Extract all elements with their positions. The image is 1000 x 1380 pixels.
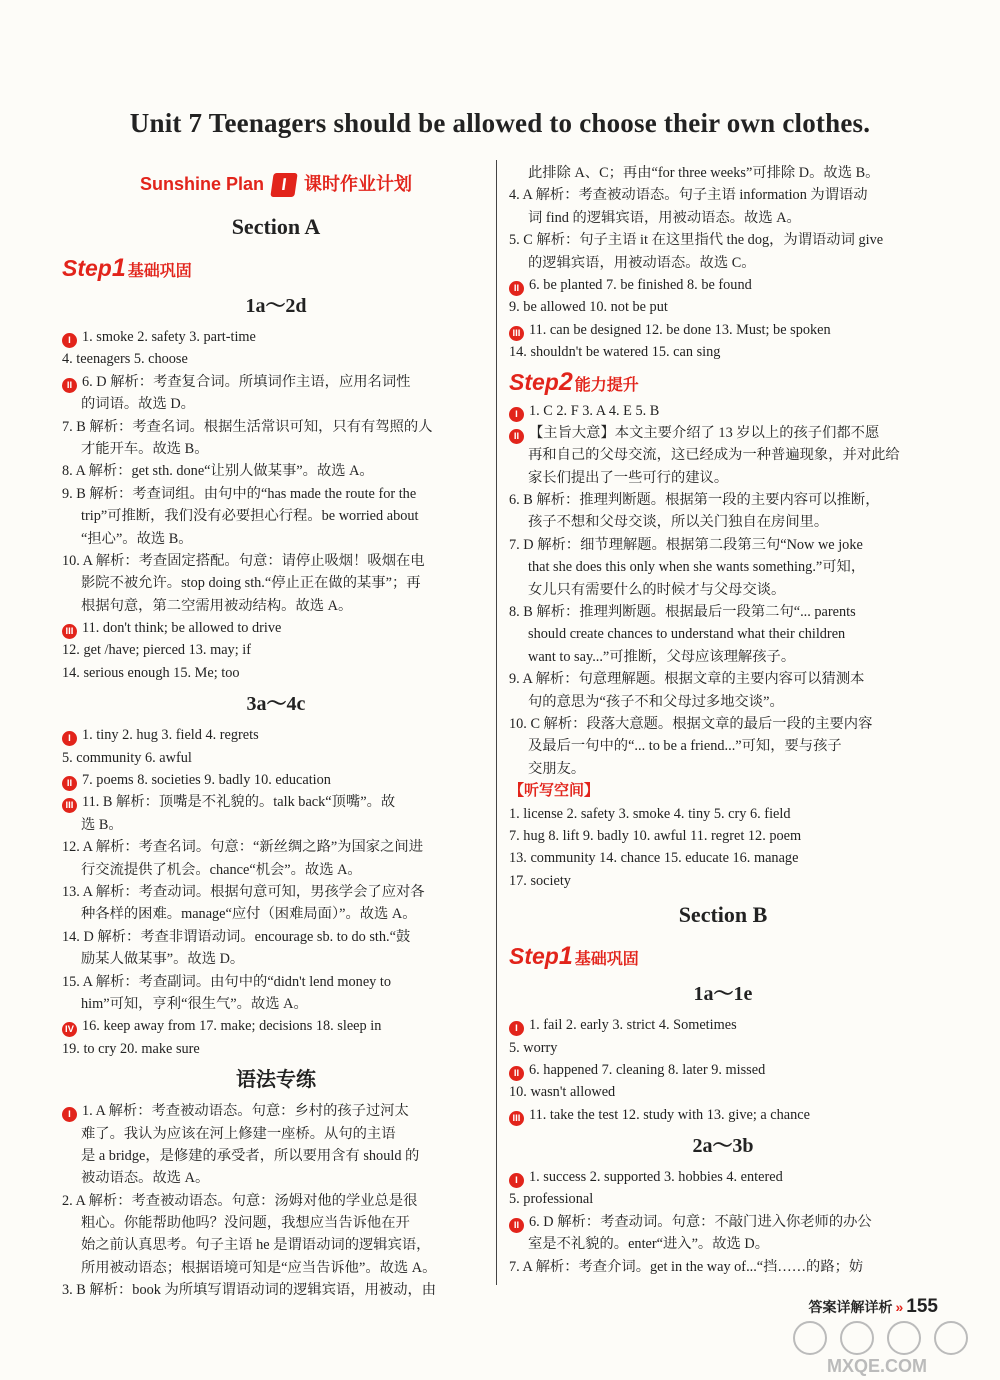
answer-line xyxy=(509,511,937,533)
answer-line xyxy=(509,207,937,229)
part-number-badge: II xyxy=(62,776,77,791)
answer-text: 始之前认真思考。句子主语 he 是谓语动词的逻辑宾语， xyxy=(81,1237,431,1254)
block-heading: 语法专练 xyxy=(236,1069,316,1092)
answer-line xyxy=(509,713,937,735)
answer-text: 句的意思为“孩子不和父母过多地交谈”。 xyxy=(528,693,784,710)
answer-text: 根据句意，第二空需用被动结构。故选 A。 xyxy=(81,597,353,614)
answer-text: 7. hug 8. lift 9. badly 10. awful 11. regret 12. poem xyxy=(509,827,802,844)
answer-line xyxy=(509,252,937,274)
answer-text: 8. B 解析：推理判断题。根据最后一段第二句“... parents xyxy=(509,604,856,621)
answer-line xyxy=(509,184,937,206)
answer-text: 14. serious enough 15. Me; too xyxy=(62,664,240,681)
part-number-badge: I xyxy=(509,1021,524,1036)
answer-text: 4. teenagers 5. choose xyxy=(62,351,188,368)
answer-line xyxy=(62,971,490,993)
answer-line xyxy=(509,274,937,296)
answer-text: 1. smoke 2. safety 3. part-time xyxy=(82,329,256,345)
answer-text: 11. B 解析：顶嘴是不礼貌的。talk back“顶嘴”。故 xyxy=(82,794,396,811)
answer-line xyxy=(509,534,937,556)
answer-text: 的逻辑宾语，用被动语态。故选 C。 xyxy=(528,254,756,271)
answer-text: 10. C 解析：段落大意题。根据文章的最后一段的主要内容 xyxy=(509,715,873,732)
step-number: 1 xyxy=(111,254,126,282)
answer-line xyxy=(509,467,937,489)
answer-line xyxy=(62,747,490,769)
answer-text: 13. community 14. chance 15. educate 16. manage xyxy=(509,850,799,867)
step-word: Step xyxy=(509,943,559,970)
answer-line xyxy=(62,1167,490,1189)
answer-line xyxy=(509,601,937,623)
answer-line xyxy=(62,1279,490,1301)
step-heading xyxy=(62,250,490,286)
answer-line xyxy=(509,1188,937,1210)
answer-line xyxy=(62,948,490,970)
section-heading: Section B xyxy=(678,902,768,928)
answer-text: 2. A 解析：考查被动语态。句意：汤姆对他的学业总是很 xyxy=(62,1192,418,1209)
answer-text: 6. D 解析：考查复合词。所填词作主语，应用名词性 xyxy=(82,373,411,390)
answer-line xyxy=(509,803,937,825)
answer-line xyxy=(62,639,490,661)
step-number: 1 xyxy=(558,942,573,971)
answer-line xyxy=(62,662,490,684)
answer-line xyxy=(62,881,490,903)
part-number-badge: III xyxy=(509,326,524,341)
answer-text: 5. professional xyxy=(509,1191,594,1208)
answer-text: 17. society xyxy=(509,872,571,889)
answer-line xyxy=(62,791,490,813)
answer-line xyxy=(62,836,490,858)
answer-text: 选 B。 xyxy=(81,816,123,833)
answer-text: 影院不被允许。stop doing sth.“停止正在做的某事”；再 xyxy=(81,575,421,592)
answer-line xyxy=(62,617,490,639)
block-heading: 1a～1e xyxy=(693,983,753,1006)
block-heading: 2a～3b xyxy=(692,1135,754,1158)
answer-line xyxy=(509,646,937,668)
answer-line xyxy=(62,1234,490,1256)
answer-text: 9. B 解析：考查词组。由句中的“has made the route for the xyxy=(62,485,417,502)
column-divider xyxy=(496,160,497,1285)
answer-text: 室是不礼貌的。enter“进入”。故选 D。 xyxy=(528,1236,770,1253)
section-heading: Section A xyxy=(231,214,321,239)
answer-text: 19. to cry 20. make sure xyxy=(62,1040,200,1057)
answer-line xyxy=(62,1190,490,1212)
answer-line xyxy=(509,422,937,444)
answer-line xyxy=(62,724,490,746)
answer-line xyxy=(62,550,490,572)
answer-line xyxy=(509,825,937,847)
answer-line xyxy=(509,1233,937,1255)
answer-line xyxy=(62,1212,490,1234)
step-word: Step xyxy=(509,368,559,395)
step-label: 能力提升 xyxy=(574,376,639,394)
answer-text: 12. get /have; pierced 13. may; if xyxy=(62,642,251,659)
double-chevron-icon: » xyxy=(895,1299,904,1315)
answer-text: 难了。我认为应该在河上修建一座桥。从句的主语 xyxy=(81,1125,396,1142)
step-label: 基础巩固 xyxy=(127,263,192,280)
answer-line xyxy=(509,319,937,341)
part-number-badge: I xyxy=(62,731,77,746)
part-number-badge: III xyxy=(62,624,77,639)
answer-text: should create chances to understand what their children xyxy=(528,626,846,643)
answer-line xyxy=(62,1038,490,1060)
answer-line xyxy=(509,668,937,690)
answer-line xyxy=(62,460,490,482)
answer-line xyxy=(62,926,490,948)
answer-text: 14. shouldn't be watered 15. can sing xyxy=(509,344,721,361)
watermark-logo xyxy=(772,1318,982,1376)
answer-text: want to say...”可推断，父母应该理解孩子。 xyxy=(528,648,796,665)
answer-line xyxy=(509,400,937,422)
part-number-badge: I xyxy=(62,1107,77,1122)
dictation-heading xyxy=(509,780,937,802)
answer-text: 才能开车。故选 B。 xyxy=(81,440,209,457)
answer-text: “担心”。故选 B。 xyxy=(81,530,193,547)
answer-text: 10. A 解析：考查固定搭配。句意：请停止吸烟！吸烟在电 xyxy=(62,552,425,569)
answer-text: 4. A 解析：考查被动语态。句子主语 information 为谓语动 xyxy=(509,187,868,204)
dictation-label: 【听写空间】 xyxy=(509,782,600,800)
answer-text: 6. happened 7. cleaning 8. later 9. missed xyxy=(529,1061,766,1078)
plan-brand: Sunshine Plan xyxy=(139,174,265,194)
answer-line xyxy=(62,348,490,370)
answer-text: 行交流提供了机会。chance“机会”。故选 A。 xyxy=(81,861,362,878)
watermark-text: MXQE.COM xyxy=(826,1356,928,1376)
answer-line xyxy=(62,416,490,438)
answer-text: 1. license 2. safety 3. smoke 4. tiny 5. cry 6. field xyxy=(509,805,791,822)
answer-line xyxy=(509,1211,937,1233)
answer-text: that she does this only when she wants something.”可知， xyxy=(528,559,866,576)
answer-text: 7. B 解析：考查名词。根据生活常识可知，只有有驾照的人 xyxy=(62,418,433,435)
answer-text: 被动语态。故选 A。 xyxy=(81,1170,210,1187)
page-number: 155 xyxy=(906,1296,938,1317)
answer-text: 5. worry xyxy=(509,1039,558,1056)
answer-text: 5. C 解析：句子主语 it 在这里指代 the dog，为谓语动词 give xyxy=(509,232,884,249)
answer-line xyxy=(62,326,490,348)
plan-label: 课时作业计划 xyxy=(304,174,413,194)
part-number-badge: I xyxy=(62,333,77,348)
answer-line xyxy=(509,162,937,184)
left-column xyxy=(62,164,490,1302)
answer-text: 9. be allowed 10. not be put xyxy=(509,299,668,316)
answer-text: 11. take the test 12. study with 13. give; a chance xyxy=(529,1106,810,1123)
answer-line xyxy=(509,341,937,363)
answer-line xyxy=(62,572,490,594)
answer-line xyxy=(62,438,490,460)
step-label: 基础巩固 xyxy=(574,951,639,969)
answer-line xyxy=(509,556,937,578)
block-heading: 3a～4c xyxy=(246,693,306,716)
answer-line xyxy=(62,1015,490,1037)
answer-text: 6. D 解析：考查动词。句意：不敲门进入你老师的办公 xyxy=(529,1213,872,1230)
answer-text: 女儿只有需要什么的时候才与父母交谈。 xyxy=(528,581,786,598)
answer-text: 1. fail 2. early 3. strict 4. Sometimes xyxy=(529,1017,737,1034)
plan-number-badge: I xyxy=(270,173,297,197)
answer-text: 【主旨大意】本文主要介绍了 13 岁以上的孩子们都不愿 xyxy=(529,424,880,441)
answer-text: 6. be planted 7. be finished 8. be found xyxy=(529,276,752,293)
answer-line xyxy=(62,371,490,393)
answer-text: 3. B 解析：book 为所填写谓语动词的逻辑宾语，用被动，由 xyxy=(62,1282,437,1299)
answer-text: 孩子不想和父母交谈，所以关门独自在房间里。 xyxy=(528,514,829,531)
answer-text: 12. A 解析：考查名词。句意：“新丝绸之路”为国家之间进 xyxy=(62,839,423,856)
answer-text: 的词语。故选 D。 xyxy=(81,396,195,413)
part-number-badge: II xyxy=(62,378,77,393)
answer-text: 种各样的困难。manage“应付（困难局面）”。故选 A。 xyxy=(81,906,417,923)
unit-title: Unit 7 Teenagers should be allowed to choose their own clothes. xyxy=(129,108,871,138)
answer-line xyxy=(509,1059,937,1081)
answer-text: 所用被动语态；根据语境可知是“应当告诉他”。故选 A。 xyxy=(81,1259,437,1276)
answer-text: 5. community 6. awful xyxy=(62,749,192,766)
part-number-badge: IV xyxy=(62,1022,77,1037)
answer-text: 此排除 A、C；再由“for three weeks”可排除 D。故选 B。 xyxy=(528,165,880,181)
answer-line xyxy=(62,595,490,617)
answer-line xyxy=(62,993,490,1015)
answer-text: 8. A 解析：get sth. done“让别人做某事”。故选 A。 xyxy=(62,463,374,480)
block-heading: 1a～2d xyxy=(245,295,307,317)
answer-line xyxy=(62,859,490,881)
answer-text: 1. success 2. supported 3. hobbies 4. entered xyxy=(529,1169,783,1186)
step-heading xyxy=(509,364,937,400)
answer-text: 交朋友。 xyxy=(528,760,586,777)
answer-text: 10. wasn't allowed xyxy=(509,1084,616,1101)
answer-text: 11. don't think; be allowed to drive xyxy=(82,620,282,637)
footer-label: 答案详解详析 xyxy=(808,1299,893,1315)
step-number: 2 xyxy=(558,367,573,396)
answer-text: 1. A 解析：考查被动语态。句意：乡村的孩子过河太 xyxy=(82,1103,409,1120)
answer-line xyxy=(509,1037,937,1059)
part-number-badge: II xyxy=(509,1066,524,1081)
answer-text: 及最后一句中的“... to be a friend...”可知，要与孩子 xyxy=(528,738,842,755)
answer-line xyxy=(509,1014,937,1036)
answer-text: 再和自己的父母交流，这已经成为一种普遍现象，并对此给 xyxy=(528,447,900,464)
answer-line xyxy=(509,758,937,780)
answer-text: 9. A 解析：句意理解题。根据文章的主要内容可以猜测本 xyxy=(509,671,865,688)
part-number-badge: III xyxy=(62,798,77,813)
answer-line xyxy=(509,444,937,466)
answer-text: 1. C 2. F 3. A 4. E 5. B xyxy=(529,402,660,419)
answer-text: 粗心。你能帮助他吗？没问题，我想应当告诉他在开 xyxy=(81,1215,410,1232)
answer-text: 13. A 解析：考查动词。根据句意可知，男孩学会了应对各 xyxy=(62,883,425,900)
answer-text: 词 find 的逻辑宾语，用被动语态。故选 A。 xyxy=(528,209,801,226)
answer-line xyxy=(62,528,490,550)
answer-line xyxy=(509,296,937,318)
answer-line xyxy=(62,505,490,527)
step-heading xyxy=(509,938,937,974)
answer-text: 1. tiny 2. hug 3. field 4. regrets xyxy=(82,727,259,744)
answer-text: him”可知，亨利“很生气”。故选 A。 xyxy=(81,995,308,1012)
answer-line xyxy=(509,623,937,645)
answer-line xyxy=(509,1104,937,1126)
answer-line xyxy=(62,393,490,415)
answer-line xyxy=(62,1257,490,1279)
answer-text: 6. B 解析：推理判断题。根据第一段的主要内容可以推断， xyxy=(509,492,880,509)
part-number-badge: II xyxy=(509,1218,524,1233)
answer-text: 家长们提出了一些可行的建议。 xyxy=(528,469,729,486)
answer-line xyxy=(509,870,937,892)
answer-line xyxy=(509,735,937,757)
answer-line xyxy=(62,1123,490,1145)
answer-line xyxy=(62,483,490,505)
answer-line xyxy=(62,1100,490,1122)
answer-line xyxy=(509,489,937,511)
answer-line xyxy=(509,847,937,869)
right-column xyxy=(509,162,937,1278)
answer-text: 励某人做某事”。故选 D。 xyxy=(81,951,245,968)
answer-text: trip”可推断，我们没有必要担心行程。be worried about xyxy=(81,508,419,525)
answer-text: 16. keep away from 17. make; decisions 18. sleep in xyxy=(82,1018,382,1035)
answer-line xyxy=(62,814,490,836)
part-number-badge: II xyxy=(509,429,524,444)
part-number-badge: I xyxy=(509,407,524,422)
answer-line xyxy=(509,579,937,601)
answer-line xyxy=(509,1081,937,1103)
answer-text: 15. A 解析：考查副词。由句中的“didn't lend money to xyxy=(62,973,392,990)
answer-text: 11. can be designed 12. be done 13. Must; be spoken xyxy=(529,321,831,338)
answer-text: 是 a bridge，是修建的承受者，所以要用含有 should 的 xyxy=(81,1147,420,1164)
part-number-badge: II xyxy=(509,281,524,296)
step-word: Step xyxy=(62,255,112,281)
answer-text: 7. poems 8. societies 9. badly 10. education xyxy=(82,772,331,789)
answer-line xyxy=(62,769,490,791)
sunshine-plan-header xyxy=(62,164,490,204)
answer-line xyxy=(509,1256,937,1278)
answer-line xyxy=(509,229,937,251)
answer-text: 14. D 解析：考查非谓语动词。encourage sb. to do sth.“鼓 xyxy=(62,928,411,945)
answer-line xyxy=(62,1145,490,1167)
answer-text: 7. D 解析：细节理解题。根据第二段第三句“Now we joke xyxy=(509,536,863,553)
part-number-badge: I xyxy=(509,1173,524,1188)
answer-line xyxy=(509,1166,937,1188)
page-footer xyxy=(809,1296,939,1318)
answer-text: 7. A 解析：考查介词。get in the way of...“挡……的路；妨 xyxy=(509,1258,864,1275)
answer-line xyxy=(509,691,937,713)
answer-line xyxy=(62,903,490,925)
part-number-badge: III xyxy=(509,1111,524,1126)
